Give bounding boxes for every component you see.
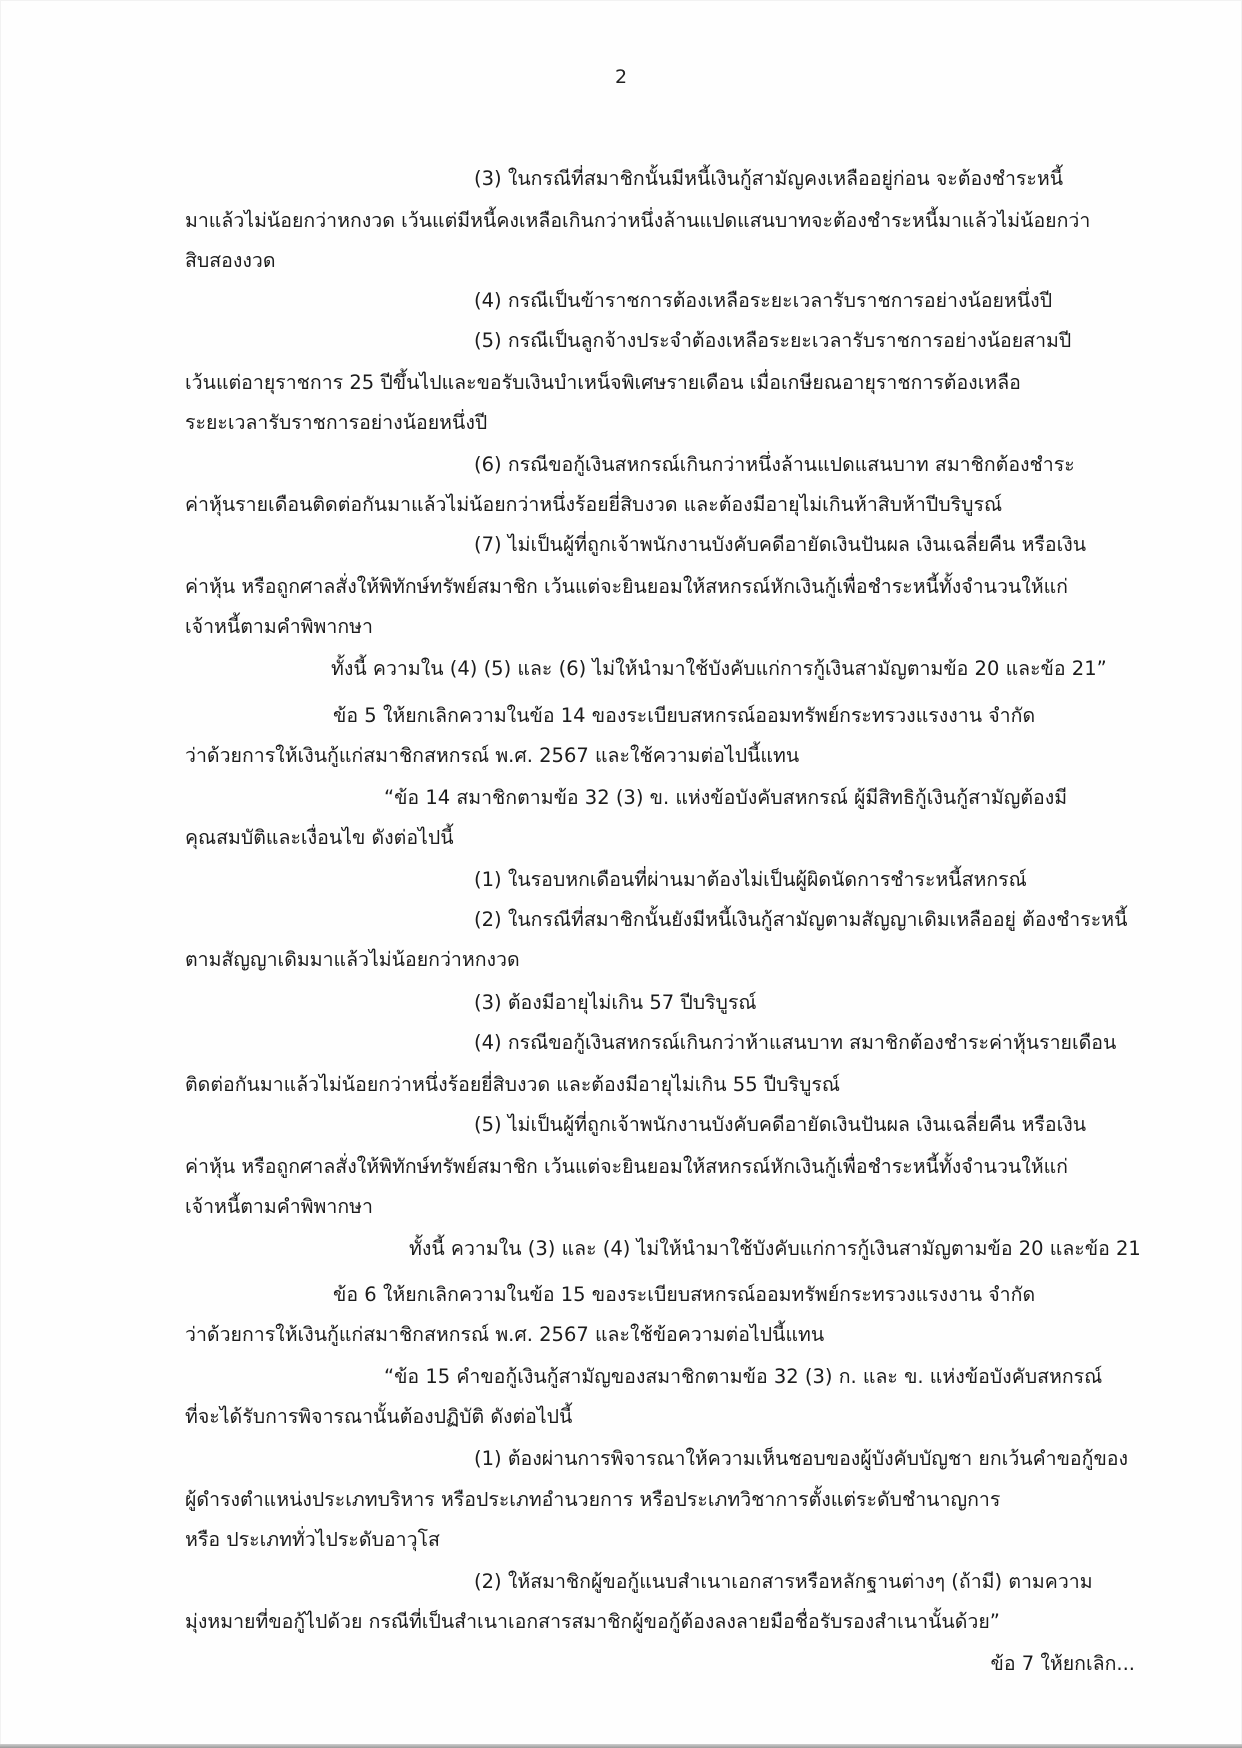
text-line: (3) ในกรณีที่สมาชิกนั้นมีหนี้เงินกู้สามัญคงเหลืออยู่ก่อน จะต้องชำระหนี้ <box>474 167 1064 190</box>
text-line: หรือ ประเภททั่วไประดับอาวุโส <box>185 1528 440 1551</box>
text-line: ว่าด้วยการให้เงินกู้แก่สมาชิกสหกรณ์ พ.ศ. 2567 และใช้ข้อความต่อไปนี้แทน <box>185 1323 825 1346</box>
text-line: ที่จะได้รับการพิจารณานั้นต้องปฏิบัติ ดังต่อไปนี้ <box>185 1405 573 1428</box>
text-line: (3) ต้องมีอายุไม่เกิน 57 ปีบริบูรณ์ <box>474 991 757 1014</box>
text-line: ว่าด้วยการให้เงินกู้แก่สมาชิกสหกรณ์ พ.ศ. 2567 และใช้ความต่อไปนี้แทน <box>185 744 800 767</box>
text-line: ติดต่อกันมาแล้วไม่น้อยกว่าหนึ่งร้อยยี่สิบงวด และต้องมีอายุไม่เกิน 55 ปีบริบูรณ์ <box>185 1073 840 1096</box>
text-line: “ข้อ 15 คำขอกู้เงินกู้สามัญของสมาชิกตามข้อ 32 (3) ก. และ ข. แห่งข้อบังคับสหกรณ์ <box>384 1365 1103 1388</box>
text-line: (5) กรณีเป็นลูกจ้างประจำต้องเหลือระยะเวลารับราชการอย่างน้อยสามปี <box>474 329 1072 352</box>
text-line: มาแล้วไม่น้อยกว่าหกงวด เว้นแต่มีหนี้คงเหลือเกินกว่าหนึ่งล้านแปดแสนบาทจะต้องชำระหนี้มาแล้วไม่น้อยกว่า <box>185 209 1091 232</box>
text-line: มุ่งหมายที่ขอกู้ไปด้วย กรณีที่เป็นสำเนาเอกสารสมาชิกผู้ขอกู้ต้องลงลายมือชื่อรับรองสำเนานั้นด้วย” <box>185 1610 1000 1633</box>
text-line: ผู้ดำรงตำแหน่งประเภทบริหาร หรือประเภทอำนวยการ หรือประเภทวิชาการตั้งแต่ระดับชำนาญการ <box>185 1488 1001 1511</box>
text-line: ตามสัญญาเดิมมาแล้วไม่น้อยกว่าหกงวด <box>185 948 520 971</box>
page-number: 2 <box>614 66 628 88</box>
text-line: (4) กรณีเป็นข้าราชการต้องเหลือระยะเวลารับราชการอย่างน้อยหนึ่งปี <box>474 289 1053 312</box>
text-line: ข้อ 6 ให้ยกเลิกความในข้อ 15 ของระเบียบสหกรณ์ออมทรัพย์กระทรวงแรงงาน จำกัด <box>333 1283 1036 1306</box>
text-line: ระยะเวลารับราชการอย่างน้อยหนึ่งปี <box>185 411 488 434</box>
text-line: “ข้อ 14 สมาชิกตามข้อ 32 (3) ข. แห่งข้อบังคับสหกรณ์ ผู้มีสิทธิกู้เงินกู้สามัญต้องมี <box>384 786 1068 809</box>
text-line: เจ้าหนี้ตามคำพิพากษา <box>185 1195 373 1218</box>
text-line: (4) กรณีขอกู้เงินสหกรณ์เกินกว่าห้าแสนบาท สมาชิกต้องชำระค่าหุ้นรายเดือน <box>474 1031 1117 1054</box>
text-line: เว้นแต่อายุราชการ 25 ปีขึ้นไปและขอรับเงินบำเหน็จพิเศษรายเดือน เมื่อเกษียณอายุราชการต้องเหลือ <box>185 371 1021 394</box>
text-line: (1) ต้องผ่านการพิจารณาให้ความเห็นชอบของผู้บังคับบัญชา ยกเว้นคำขอกู้ของ <box>474 1447 1129 1470</box>
text-line: ทั้งนี้ ความใน (3) และ (4) ไม่ให้นำมาใช้บังคับแก่การกู้เงินสามัญตามข้อ 20 และข้อ 21 <box>409 1237 1141 1260</box>
text-line: (2) ให้สมาชิกผู้ขอกู้แนบสำเนาเอกสารหรือหลักฐานต่างๆ (ถ้ามี) ตามความ <box>474 1570 1093 1593</box>
text-line: (7) ไม่เป็นผู้ที่ถูกเจ้าพนักงานบังคับคดีอายัดเงินปันผล เงินเฉลี่ยคืน หรือเงิน <box>474 533 1087 556</box>
text-line: (5) ไม่เป็นผู้ที่ถูกเจ้าพนักงานบังคับคดีอายัดเงินปันผล เงินเฉลี่ยคืน หรือเงิน <box>474 1113 1087 1136</box>
text-line: ข้อ 7 ให้ยกเลิก... <box>990 1652 1135 1675</box>
text-line: (6) กรณีขอกู้เงินสหกรณ์เกินกว่าหนึ่งล้านแปดแสนบาท สมาชิกต้องชำระ <box>474 453 1075 476</box>
text-line: (1) ในรอบหกเดือนที่ผ่านมาต้องไม่เป็นผู้ผิดนัดการชำระหนี้สหกรณ์ <box>474 868 1027 891</box>
text-line: ค่าหุ้น หรือถูกศาลสั่งให้พิทักษ์ทรัพย์สมาชิก เว้นแต่จะยินยอมให้สหกรณ์หักเงินกู้เพื่อชำระหนี้ทั้งจำนวนให้แก่ <box>185 575 1068 598</box>
text-line: คุณสมบัติและเงื่อนไข ดังต่อไปนี้ <box>185 826 454 849</box>
text-line: ข้อ 5 ให้ยกเลิกความในข้อ 14 ของระเบียบสหกรณ์ออมทรัพย์กระทรวงแรงงาน จำกัด <box>333 704 1036 727</box>
text-line: ค่าหุ้นรายเดือนติดต่อกันมาแล้วไม่น้อยกว่าหนึ่งร้อยยี่สิบงวด และต้องมีอายุไม่เกินห้าสิบห้าปีบริบูรณ์ <box>185 493 1003 516</box>
text-line: สิบสองงวด <box>185 249 276 272</box>
text-line: ค่าหุ้น หรือถูกศาลสั่งให้พิทักษ์ทรัพย์สมาชิก เว้นแต่จะยินยอมให้สหกรณ์หักเงินกู้เพื่อชำระหนี้ทั้งจำนวนให้แก่ <box>185 1155 1068 1178</box>
text-line: (2) ในกรณีที่สมาชิกนั้นยังมีหนี้เงินกู้สามัญตามสัญญาเดิมเหลืออยู่ ต้องชำระหนี้ <box>474 908 1128 931</box>
scan-edge <box>0 1744 1242 1748</box>
text-line: ทั้งนี้ ความใน (4) (5) และ (6) ไม่ให้นำมาใช้บังคับแก่การกู้เงินสามัญตามข้อ 20 และข้อ 21” <box>331 657 1107 680</box>
text-line: เจ้าหนี้ตามคำพิพากษา <box>185 615 373 638</box>
